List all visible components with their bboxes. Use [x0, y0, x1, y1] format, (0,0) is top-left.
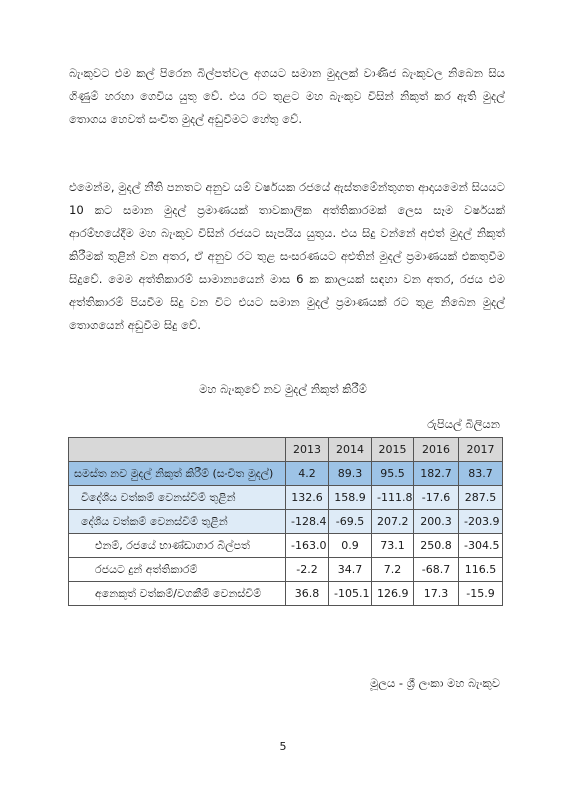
year-header: 2017 [459, 438, 503, 462]
table-header-row [69, 438, 503, 462]
table-cell: 83.7 [459, 462, 503, 486]
row-label: එනම්, රජයේ භාණ්ඩාගාර බිල්පත් [69, 534, 286, 558]
table-cell: -304.5 [459, 534, 503, 558]
table-cell: 95.5 [372, 462, 414, 486]
row-label: සමස්ත නව මුදල් නිකුත් කිරීම් (සංචිත මුදල්) [69, 462, 286, 486]
table-cell: 0.9 [329, 534, 372, 558]
table-row [69, 486, 503, 510]
table-title: මහ බැංකුවේ නව මුදල් නිකුත් කිරීම් [199, 382, 367, 396]
table-cell: 207.2 [372, 510, 414, 534]
year-header: 2016 [414, 438, 459, 462]
table-cell: 116.5 [459, 558, 503, 582]
row-label: රජයට දුන් අත්තිකාරම් [69, 558, 286, 582]
table-cell: 126.9 [372, 582, 414, 606]
year-header: 2013 [286, 438, 329, 462]
table-cell: -105.1 [329, 582, 372, 606]
table-cell: 17.3 [414, 582, 459, 606]
table-cell: 36.8 [286, 582, 329, 606]
table-unit: රුපියල් බිලියන [427, 417, 500, 431]
year-header: 2015 [372, 438, 414, 462]
header-empty-cell [69, 438, 286, 462]
table-cell: -69.5 [329, 510, 372, 534]
table-cell: 73.1 [372, 534, 414, 558]
table-cell: 287.5 [459, 486, 503, 510]
row-label: දේශීය වත්කම් වෙනස්වීම් තුළින් [69, 510, 286, 534]
table-cell: 200.3 [414, 510, 459, 534]
table-cell: 7.2 [372, 558, 414, 582]
table-cell: 182.7 [414, 462, 459, 486]
table-cell: 132.6 [286, 486, 329, 510]
table-row [69, 462, 503, 486]
money-issuance-table [68, 437, 503, 606]
table-cell: 4.2 [286, 462, 329, 486]
table-cell: -163.0 [286, 534, 329, 558]
table-cell: -111.8 [372, 486, 414, 510]
table-source: මූලය - ශ්‍රී ලංකා මහ බැංකුව [369, 676, 500, 690]
table-cell: -15.9 [459, 582, 503, 606]
page-number: 5 [279, 740, 287, 753]
table-row [69, 558, 503, 582]
paragraph-2: එමෙන්ම, මුදල් නීති පනතට අනුව යම් වර්ෂයක රජයේ ඇස්තමේන්තුගත ආදායමෙන් සියයට 10 කට සමාන මුදල් ප්‍රමාණයක් තාවකාලික අත්තිකාරමක් ලෙස සෑම වර්ෂයක් ආරම්භයේදීම මහ බැංකුව විසින් රජයට සැපයිය යුතුය. එය සිදු වන්නේ අළුත් මුදල් නිකුත් කිරීමක් තුළින් වන අතර, ඒ අනුව රට තුළ සංසරණයට අළුතින් මුදල් ප්‍රමාණයක් එකතුවීම සිදුවේ. මෙම අත්තිකාරම් සාමාන්‍යයෙන් මාස 6 ක කාලයක් සඳහා වන අතර, රජය එම අත්තිකාරම් පියවීම සිදු වන විට එයට සමාන මුදල් ප්‍රමාණයක් රට තුළ නිබෙන මුදල් තොගයෙන් අඩුවීම සිදු වේ. [69, 180, 505, 332]
table-cell: 250.8 [414, 534, 459, 558]
table-cell: 34.7 [329, 558, 372, 582]
table-row [69, 582, 503, 606]
paragraph-1: බැංකුවට එම කල් පිරෙන බිල්පත්වල අගයට සමාන මුදලක් වාණිජ බැංකුවල නිබෙන සිය ගිණුම් හරහා ගෙවිය යුතු වේ. එය රට තුළට මහ බැංකුව විසින් නිකුත් කර ඇති මුදල් තොගය හෙවත් සංචිත මුදල් අඩුවීමට හේතු වේ. [69, 66, 505, 126]
year-header: 2014 [329, 438, 372, 462]
table-cell: 89.3 [329, 462, 372, 486]
row-label: අනෙකුත් වත්කම්/වගකීම් වෙනස්වීම් [69, 582, 286, 606]
table-row [69, 534, 503, 558]
table-cell: -128.4 [286, 510, 329, 534]
table-cell: -17.6 [414, 486, 459, 510]
table-cell: -203.9 [459, 510, 503, 534]
table-cell: -2.2 [286, 558, 329, 582]
table-cell: 158.9 [329, 486, 372, 510]
row-label: විදේශීය වත්කම් වෙනස්වීම් තුළින් [69, 486, 286, 510]
table-row [69, 510, 503, 534]
table-cell: -68.7 [414, 558, 459, 582]
